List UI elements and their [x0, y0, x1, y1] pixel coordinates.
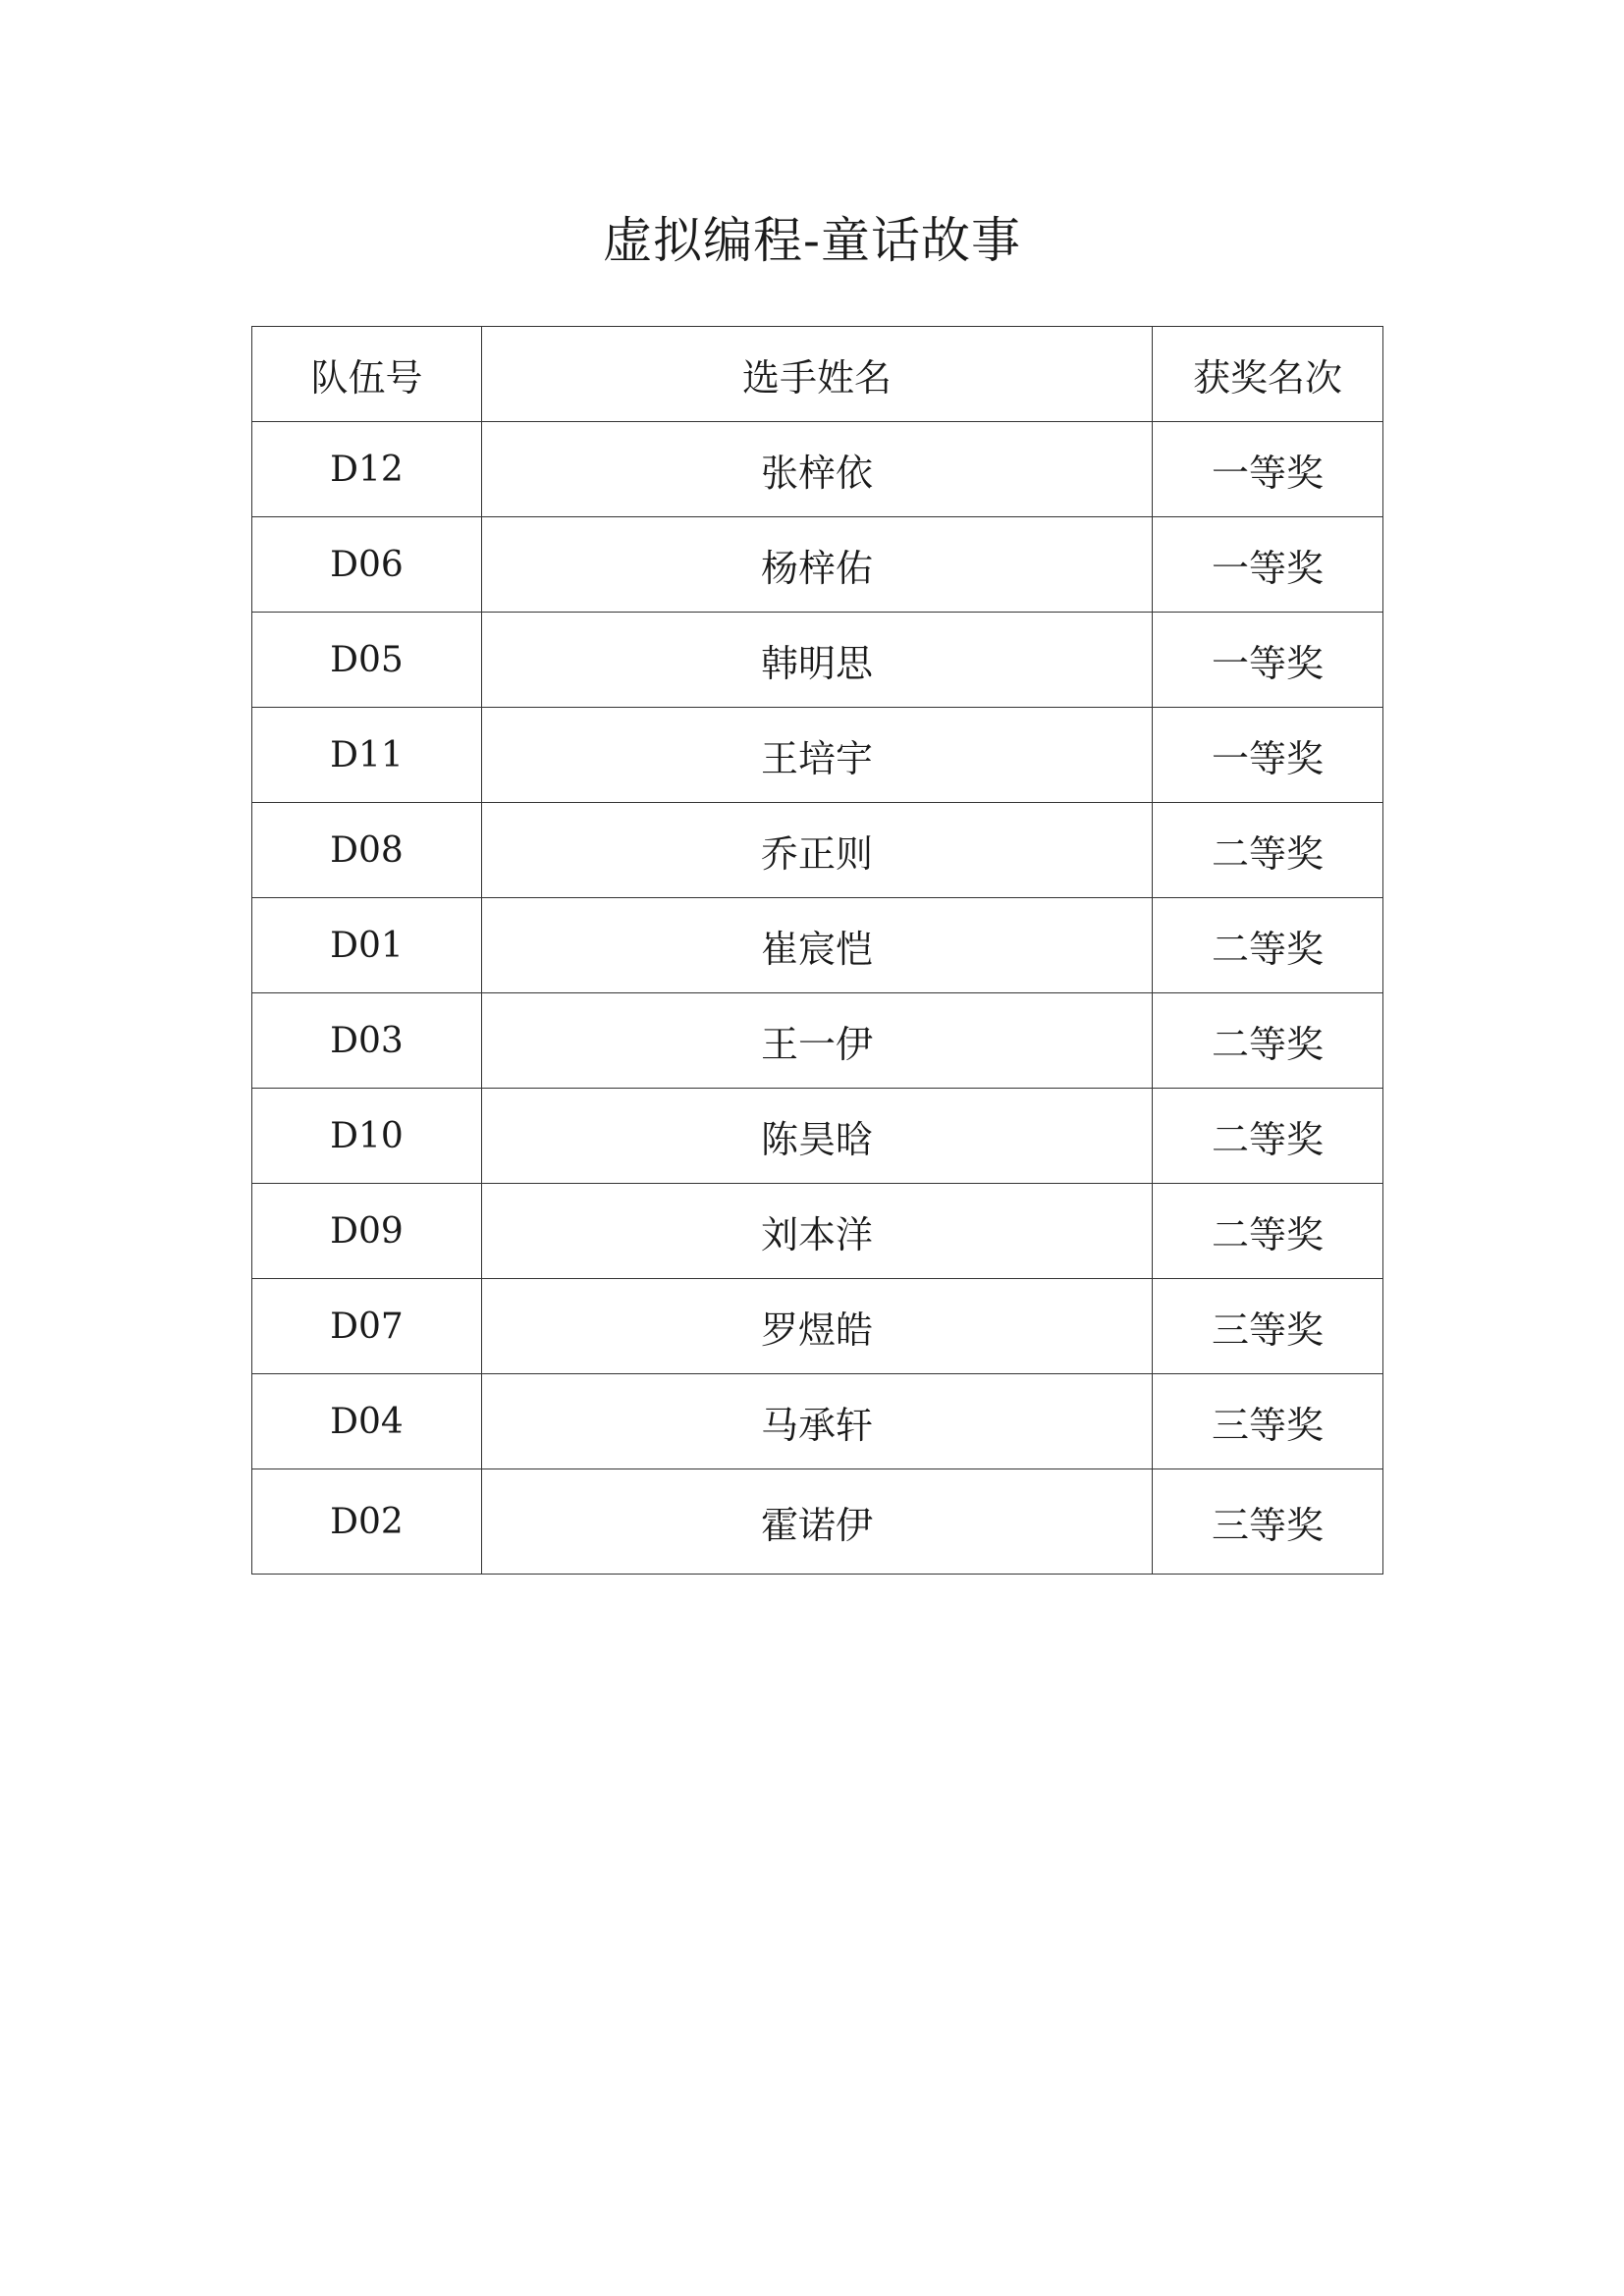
team-no-cell: D06	[252, 517, 482, 613]
header-award-rank: 获奖名次	[1153, 327, 1383, 422]
player-name-cell: 韩明思	[482, 613, 1153, 708]
player-name-cell: 陈昊晗	[482, 1089, 1153, 1184]
player-name-cell: 王一伊	[482, 993, 1153, 1089]
award-rank-cell: 一等奖	[1153, 422, 1383, 517]
player-name-cell: 罗煜皓	[482, 1279, 1153, 1374]
award-rank-cell: 二等奖	[1153, 1089, 1383, 1184]
team-no-cell: D03	[252, 993, 482, 1089]
award-rank-cell: 一等奖	[1153, 613, 1383, 708]
award-rank-cell: 三等奖	[1153, 1374, 1383, 1469]
team-no-cell: D05	[252, 613, 482, 708]
table-row	[252, 1089, 1383, 1184]
player-name-cell: 刘本洋	[482, 1184, 1153, 1279]
table-row	[252, 708, 1383, 803]
player-name-cell: 崔宸恺	[482, 898, 1153, 993]
award-rank-cell: 二等奖	[1153, 803, 1383, 898]
team-no-cell: D02	[252, 1469, 482, 1575]
award-rank-cell: 二等奖	[1153, 1184, 1383, 1279]
table-row	[252, 1279, 1383, 1374]
table-row	[252, 517, 1383, 613]
player-name-cell: 乔正则	[482, 803, 1153, 898]
award-rank-cell: 二等奖	[1153, 898, 1383, 993]
award-rank-cell: 三等奖	[1153, 1469, 1383, 1575]
table-row	[252, 993, 1383, 1089]
table-header-row	[252, 327, 1383, 422]
awards-table	[251, 326, 1383, 1575]
team-no-cell: D04	[252, 1374, 482, 1469]
header-team-no: 队伍号	[252, 327, 482, 422]
award-rank-cell: 一等奖	[1153, 517, 1383, 613]
player-name-cell: 张梓依	[482, 422, 1153, 517]
table-row	[252, 1374, 1383, 1469]
player-name-cell: 霍诺伊	[482, 1469, 1153, 1575]
table-row	[252, 803, 1383, 898]
team-no-cell: D11	[252, 708, 482, 803]
table-row	[252, 1469, 1383, 1575]
team-no-cell: D12	[252, 422, 482, 517]
page-title: 虚拟编程-童话故事	[603, 212, 1021, 269]
team-no-cell: D01	[252, 898, 482, 993]
player-name-cell: 杨梓佑	[482, 517, 1153, 613]
table-row	[252, 422, 1383, 517]
player-name-cell: 王培宇	[482, 708, 1153, 803]
award-rank-cell: 一等奖	[1153, 708, 1383, 803]
award-rank-cell: 三等奖	[1153, 1279, 1383, 1374]
header-player-name: 选手姓名	[482, 327, 1153, 422]
table-row	[252, 613, 1383, 708]
player-name-cell: 马承轩	[482, 1374, 1153, 1469]
award-rank-cell: 二等奖	[1153, 993, 1383, 1089]
table-row	[252, 898, 1383, 993]
table-row	[252, 1184, 1383, 1279]
team-no-cell: D08	[252, 803, 482, 898]
team-no-cell: D07	[252, 1279, 482, 1374]
team-no-cell: D10	[252, 1089, 482, 1184]
team-no-cell: D09	[252, 1184, 482, 1279]
